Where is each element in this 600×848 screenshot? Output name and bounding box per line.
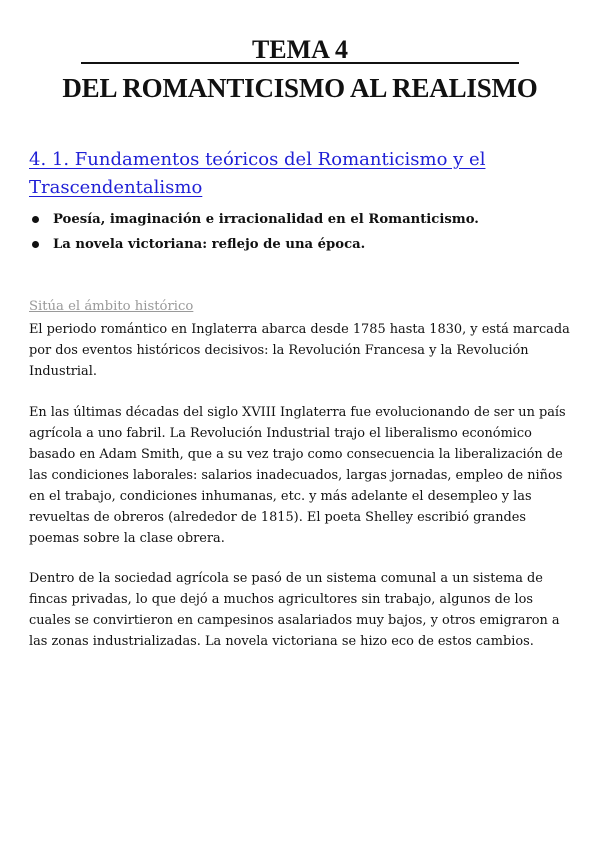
paragraph-romantic-period: El periodo romántico en Inglaterra abarca desde 1785 hasta 1830, y está marcada por dos eventos históricos decisivos: la Revolución Francesa y la Revolución Industrial. xyxy=(29,322,570,379)
tema-title-wrap xyxy=(81,36,519,66)
paragraph-industrial-revolution: En las últimas décadas del siglo XVIII Inglaterra fue evolucionando de ser un país agrícola a uno fabril. La Revolución Industrial trajo el liberalismo económico basado en Adam Smith, que a su vez trajo como consecuencia la liberalización de las condiciones laborales: salarios inadecuados, largas jornadas, empleo de niños en el trabajo, condiciones inhumanas, etc. y más adelante el desempleo y las revueltas de obreros (alrededor de 1815). El poeta Shelley escribió grandes poemas sobre la clase obrera. xyxy=(29,405,566,546)
document-subtitle: DEL ROMANTICISMO AL REALISMO xyxy=(62,73,538,103)
topic-list xyxy=(29,207,569,257)
document-title-block xyxy=(0,36,600,102)
historical-context-heading: Sitúa el ámbito histórico xyxy=(29,299,194,314)
topic-list-item xyxy=(29,232,569,257)
topic-text: La novela victoriana: reflejo de una época. xyxy=(53,237,366,252)
topic-list-item xyxy=(29,207,569,232)
paragraph-agricultural-society: Dentro de la sociedad agrícola se pasó de un sistema comunal a un sistema de fincas privadas, lo que dejó a muchos agricultores sin trabajo, algunos de los cuales se convirtieron en campesinos asalariados muy bajos, y otros emigraron a las zonas industrializadas. La novela victoriana se hizo eco de estos cambios. xyxy=(29,571,560,649)
tema-title: TEMA 4 xyxy=(251,35,349,64)
bullet-icon xyxy=(32,216,39,223)
bullet-icon xyxy=(32,241,39,248)
section-heading-link[interactable]: 4. 1. Fundamentos teóricos del Romanticismo y el Trascendentalismo xyxy=(29,149,486,198)
topic-text: Poesía, imaginación e irracionalidad en el Romanticismo. xyxy=(53,212,479,227)
